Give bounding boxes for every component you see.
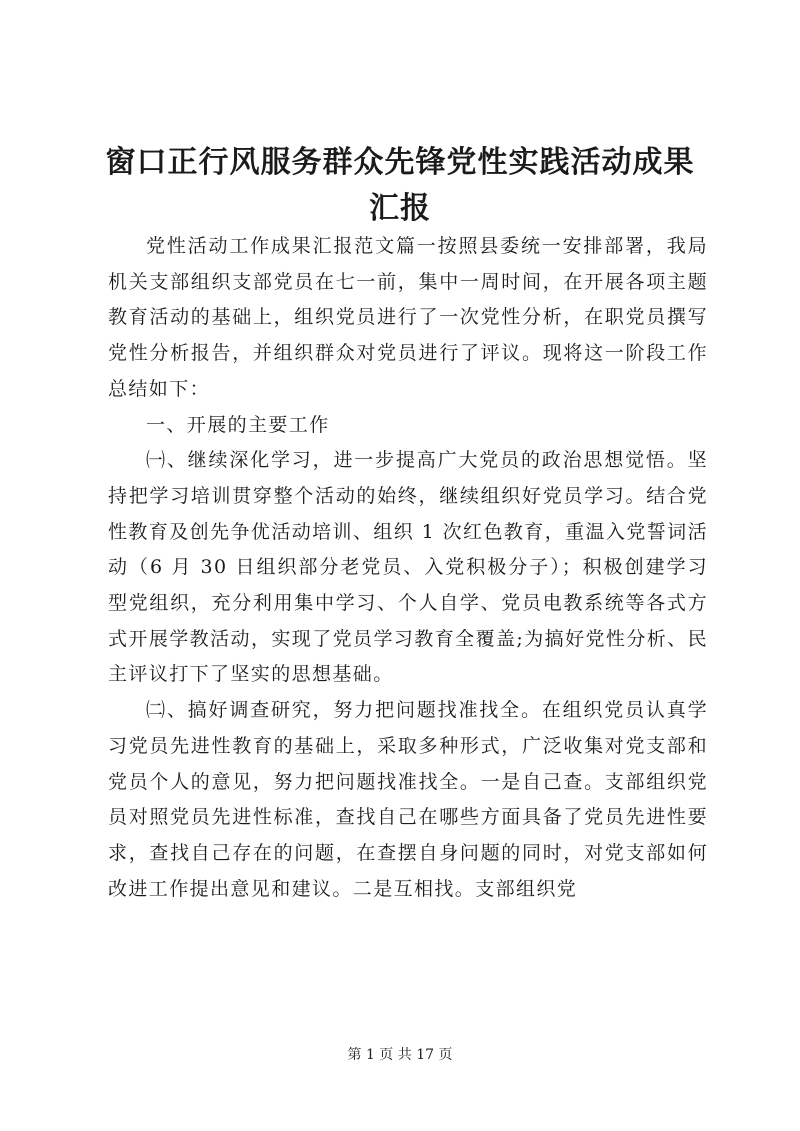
page-number-footer: 第 1 页 共 17 页: [347, 1047, 453, 1063]
document-body: [108, 229, 708, 907]
section-heading: 一、开展的主要工作: [146, 413, 330, 436]
document-title: 窗口正行风服务群众先锋党性实践活动成果汇报: [105, 145, 695, 226]
paragraph-study: ㈠、继续深化学习，进一步提高广大党员的政治思想觉悟。坚持把学习培训贯穿整个活动的始终，继续组织好党员学习。结合党性教育及创先争优活动培训、组织 1 次红色教育，重温入党誓词活动（6 月 30 日组织部分老党员、入党积极分子）；积极创建学习型党组织，充分利用集中学习、个人自学、党员电教系统等各式方式开展学教活动，实现了党员学习教育全覆盖;为搞好党性分析、民主评议打下了坚实的思想基础。: [108, 449, 708, 686]
paragraph-intro: 党性活动工作成果汇报范文篇一按照县委统一安排部署，我局机关支部组织支部党员在七一前，集中一周时间，在开展各项主题教育活动的基础上，组织党员进行了一次党性分析，在职党员撰写党性分析报告，并组织群众对党员进行了评议。现将这一阶段工作总结如下：: [108, 235, 708, 400]
paragraph-research: ㈡、搞好调查研究，努力把问题找准找全。在组织党员认真学习党员先进性教育的基础上，采取多种形式，广泛收集对党支部和党员个人的意见，努力把问题找准找全。一是自己查。支部组织党员对照党员先进性标准，查找自己在哪些方面具备了党员先进性要求，查找自己存在的问题，在查摆自身问题的同时，对党支部如何改进工作提出意见和建议。二是互相找。支部组织党: [108, 699, 708, 900]
